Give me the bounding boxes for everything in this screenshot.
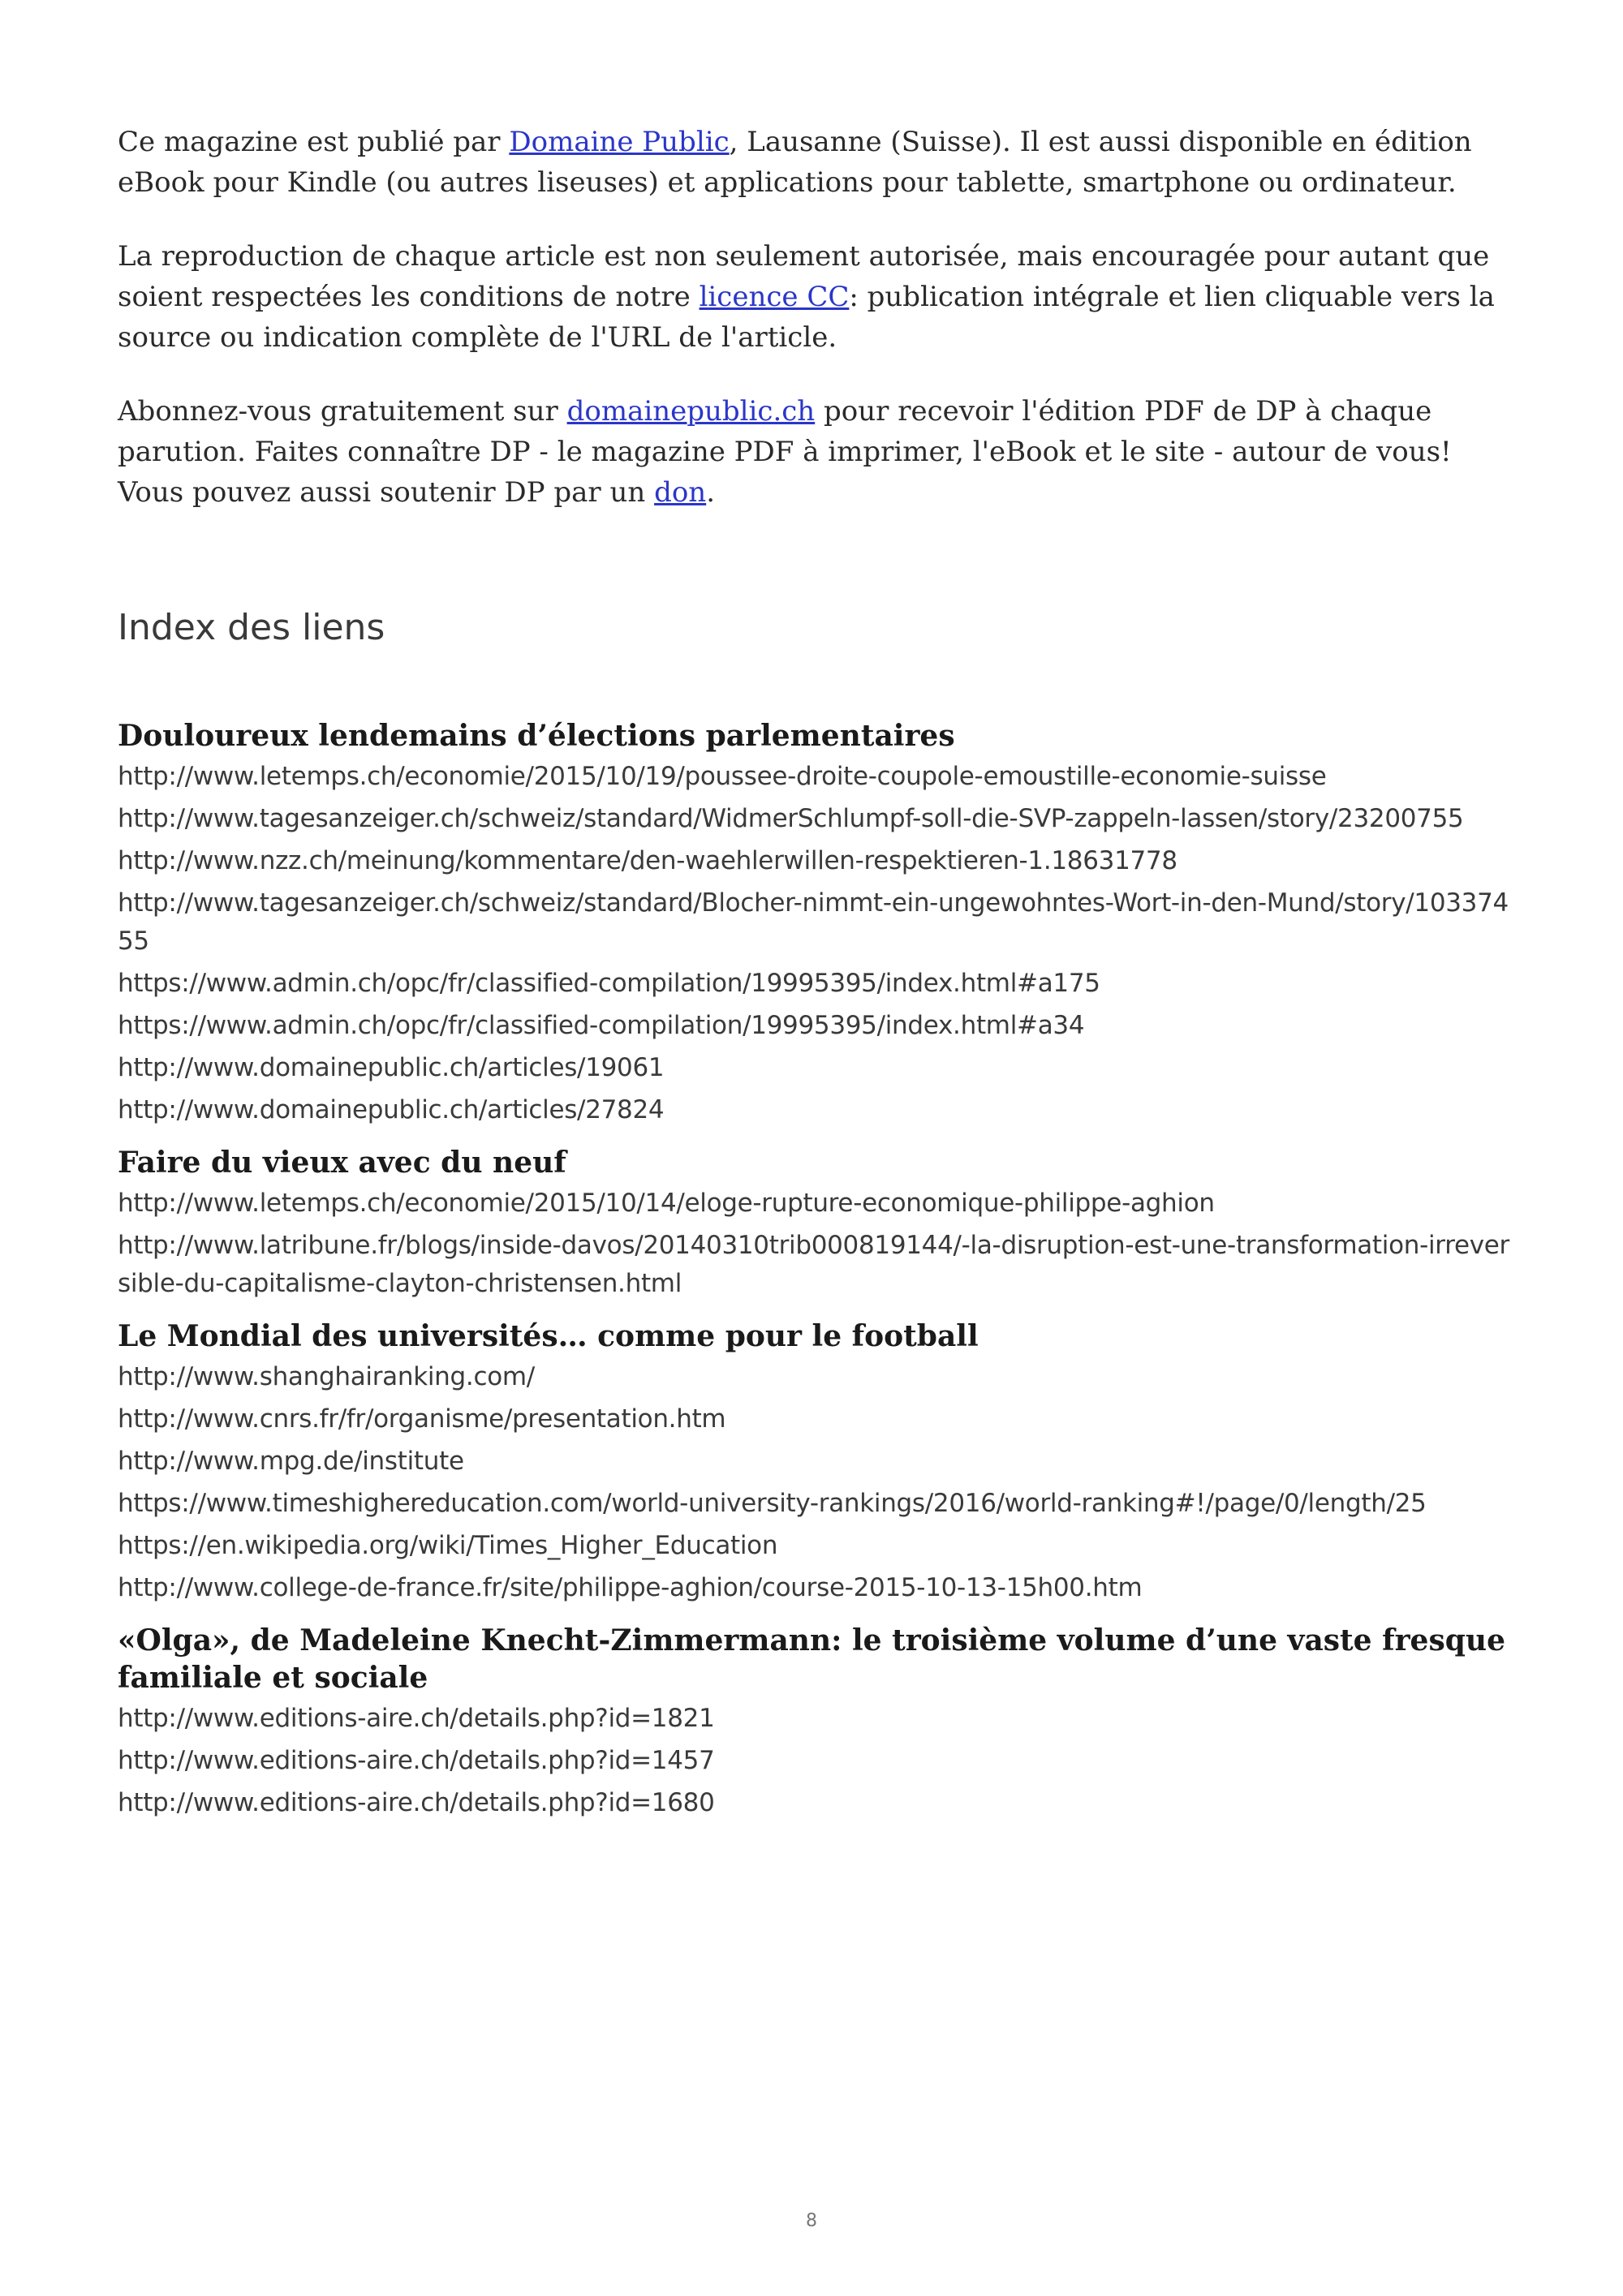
link-url[interactable]: http://www.editions-aire.ch/details.php?id=1821 xyxy=(118,1704,715,1733)
link-url[interactable]: http://www.letemps.ch/economie/2015/10/19/poussee-droite-coupole-emoustille-economie-suisse xyxy=(118,762,1327,791)
link-url[interactable]: https://www.admin.ch/opc/fr/classified-compilation/19995395/index.html#a34 xyxy=(118,1011,1085,1040)
text-segment: . xyxy=(706,476,716,509)
intro-paragraph-license xyxy=(118,236,1522,358)
link-url[interactable]: http://www.editions-aire.ch/details.php?id=1457 xyxy=(118,1746,715,1775)
intro-paragraph-subscribe xyxy=(118,391,1522,513)
domainepublic-link[interactable]: domainepublic.ch xyxy=(566,395,816,428)
page-number: 8 xyxy=(806,2211,817,2231)
link-url[interactable]: http://www.domainepublic.ch/articles/19061 xyxy=(118,1053,665,1082)
licence-cc-link[interactable]: licence CC xyxy=(699,281,850,313)
index-section xyxy=(118,717,1522,1129)
link-url[interactable]: https://www.timeshighereducation.com/world-university-rankings/2016/world-ranking#!/page/0/length/25 xyxy=(118,1489,1427,1518)
intro-paragraph-publisher xyxy=(118,122,1522,203)
link-url[interactable]: http://www.cnrs.fr/fr/organisme/presentation.htm xyxy=(118,1404,726,1434)
text-segment: La reproduction de chaque article est non seulement autorisée, mais encouragée pour autant que soient respectées les conditions de notre xyxy=(118,240,1490,313)
link-url[interactable]: http://www.nzz.ch/meinung/kommentare/den-waehlerwillen-respektieren-1.18631778 xyxy=(118,846,1177,875)
section-title: Douloureux lendemains d’élections parlementaires xyxy=(118,719,955,753)
text-segment: : publication intégrale et lien cliquable vers la source ou indication complète de l'URL de l'article. xyxy=(118,281,1495,354)
link-list xyxy=(118,1700,1522,1822)
link-url[interactable]: http://www.shanghairanking.com/ xyxy=(118,1362,535,1391)
document-page xyxy=(118,122,1522,1837)
link-url[interactable]: http://www.college-de-france.fr/site/philippe-aghion/course-2015-10-13-15h00.htm xyxy=(118,1573,1143,1602)
index-title: Index des liens xyxy=(118,607,385,648)
donation-link[interactable]: don xyxy=(654,476,707,509)
link-list xyxy=(118,1358,1522,1607)
index-section xyxy=(118,1622,1522,1822)
section-title: Le Mondial des universités… comme pour le football xyxy=(118,1319,979,1353)
index-sections xyxy=(118,717,1522,1822)
link-url[interactable]: https://en.wikipedia.org/wiki/Times_Higher_Education xyxy=(118,1531,778,1560)
section-title: Faire du vieux avec du neuf xyxy=(118,1146,566,1180)
text-segment: Abonnez-vous gratuitement sur xyxy=(118,395,567,428)
link-url[interactable]: http://www.letemps.ch/economie/2015/10/14/eloge-rupture-economique-philippe-aghion xyxy=(118,1189,1215,1218)
link-url[interactable]: http://www.mpg.de/institute xyxy=(118,1447,464,1476)
link-url[interactable]: http://www.latribune.fr/blogs/inside-davos/20140310trib000819144/-la-disruption-est-une-transformation-irreversible-du-capitalisme-clayton-christensen.html xyxy=(118,1231,1509,1298)
index-section xyxy=(118,1144,1522,1303)
text-segment: , Lausanne (Suisse). Il est aussi disponible en édition eBook pour Kindle (ou autres liseuses) et applications pour tablette, smartphone ou ordinateur. xyxy=(118,126,1472,199)
link-url[interactable]: http://www.tagesanzeiger.ch/schweiz/standard/Blocher-nimmt-ein-ungewohntes-Wort-in-den-Mund/story/10337455 xyxy=(118,888,1509,956)
text-segment: Ce magazine est publié par xyxy=(118,126,510,158)
link-url[interactable]: http://www.domainepublic.ch/articles/27824 xyxy=(118,1095,665,1124)
domaine-public-link[interactable]: Domaine Public xyxy=(509,126,730,158)
index-section xyxy=(118,1318,1522,1607)
text-segment: pour recevoir l'édition PDF de DP à chaque parution. Faites connaître DP - le magazine PDF à imprimer, l'eBook et le site - autour de vous! Vous pouvez aussi soutenir DP par un xyxy=(118,395,1452,509)
link-url[interactable]: https://www.admin.ch/opc/fr/classified-compilation/19995395/index.html#a175 xyxy=(118,969,1100,998)
link-url[interactable]: http://www.tagesanzeiger.ch/schweiz/standard/WidmerSchlumpf-soll-die-SVP-zappeln-lassen/story/23200755 xyxy=(118,804,1464,833)
section-title: «Olga», de Madeleine Knecht-Zimmermann: le troisième volume d’une vaste fresque familiale et sociale xyxy=(118,1623,1505,1695)
link-list xyxy=(118,1185,1522,1303)
link-list xyxy=(118,758,1522,1129)
link-url[interactable]: http://www.editions-aire.ch/details.php?id=1680 xyxy=(118,1788,715,1817)
